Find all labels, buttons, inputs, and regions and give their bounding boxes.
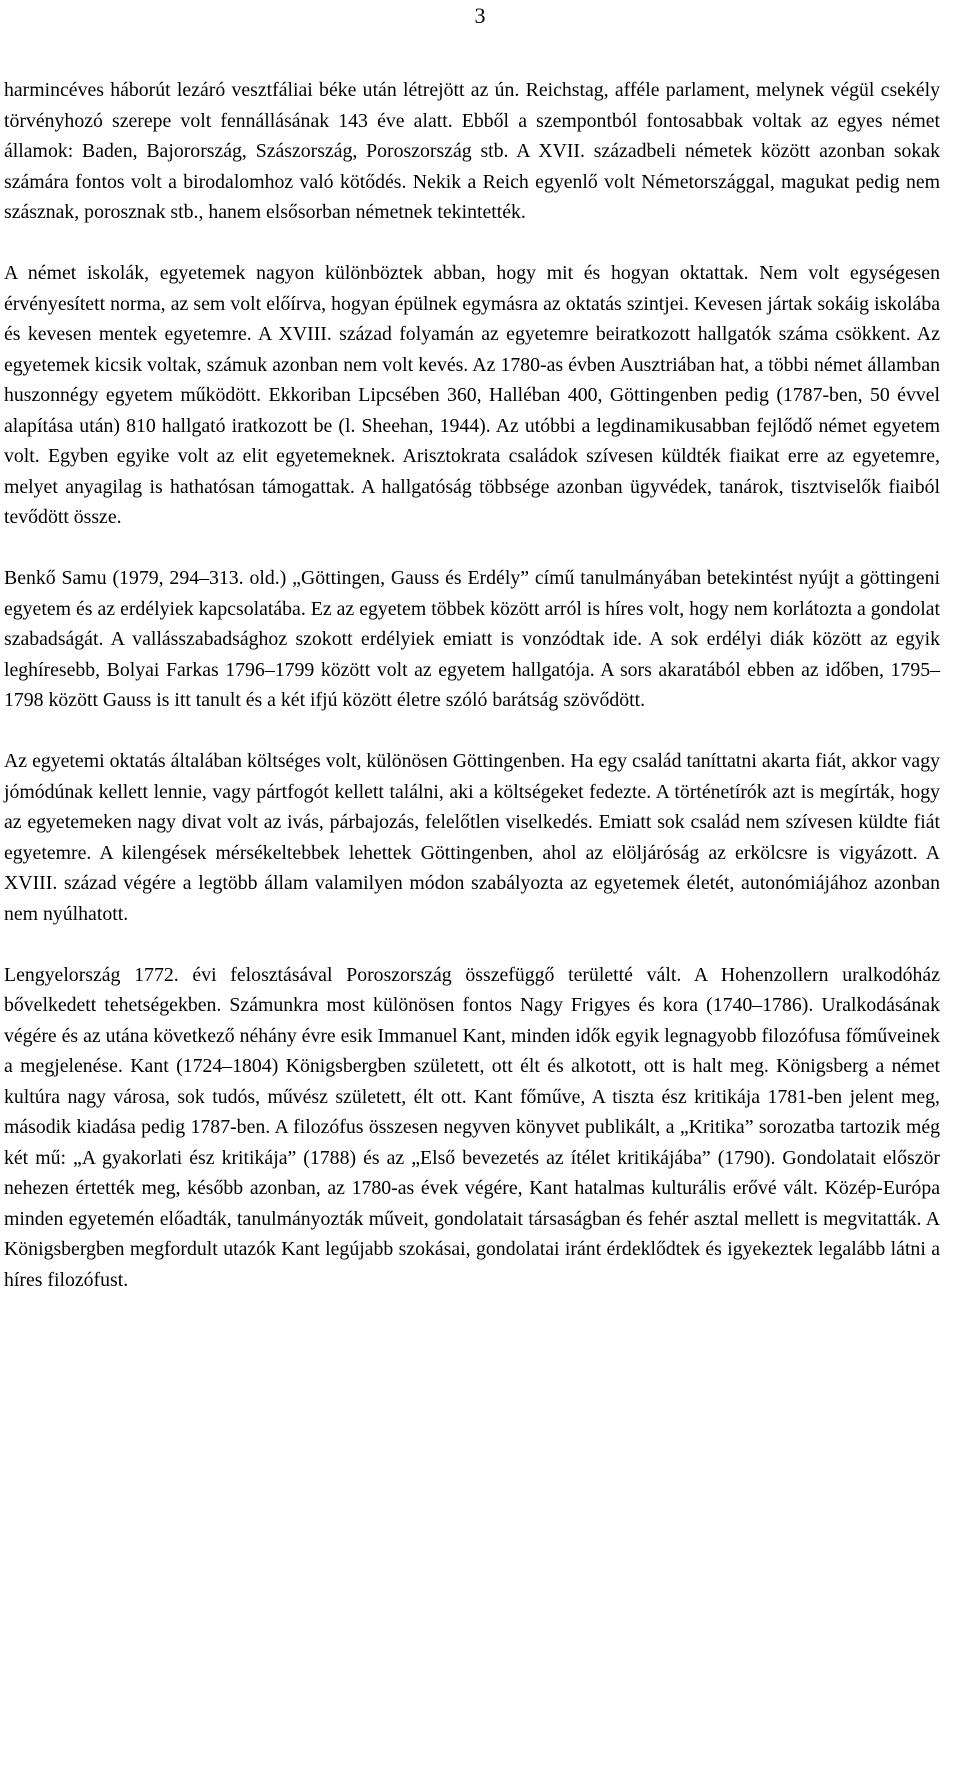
paragraph-1: harmincéves háborút lezáró vesztfáliai béke után létrejött az ún. Reichstag, afféle parlament, melynek végül csekély törvényhozó szerepe volt fennállásának 143 éve alatt. Ebből a szempontból fontosabbak voltak az egyes német államok: Baden, Bajorország, Szászország, Poroszország stb. A XVII. századbeli németek között azonban sokak számára fontos volt a birodalomhoz való kötődés. Nekik a Reich egyenlő volt Németországgal, magukat pedig nem szásznak, porosznak stb., hanem elsősorban németnek tekintették. xyxy=(4,79,940,223)
paragraph-2: A német iskolák, egyetemek nagyon különböztek abban, hogy mit és hogyan oktattak. Nem volt egységesen érvényesített norma, az sem volt előírva, hogyan épülnek egymásra az oktatás szintjei. Kevesen jártak sokáig iskolába és kevesen mentek egyetemre. A XVIII. század folyamán az egyetemre beiratkozott hallgatók száma csökkent. Az egyetemek kicsik voltak, számuk azonban nem volt kevés. Az 1780-as évben Ausztriában hat, a többi német államban huszonnégy egyetem működött. Ekkoriban Lipcsében 360, Halléban 400, Göttingenben pedig (1787-ben, 50 évvel alapítása után) 810 hallgató iratkozott be (l. Sheehan, 1944). Az utóbbi a legdinamikusabban fejlődő német egyetem volt. Egyben egyike volt az elit egyetemeknek. Arisztokrata családok szívesen küldték fiaikat erre az egyetemre, melyet anyagilag is hathatósan támogattak. A hallgatóság többsége azonban ügyvédek, tanárok, tisztviselők fiaiból tevődött össze. xyxy=(4,262,940,528)
document-body xyxy=(4,75,940,1295)
paragraph-4: Az egyetemi oktatás általában költséges volt, különösen Göttingenben. Ha egy család taníttatni akarta fiát, akkor vagy jómódúnak kellett lennie, vagy pártfogót kellett találni, aki a költségeket fedezte. A történetírók azt is megírták, hogy az egyetemeken nagy divat volt az ivás, párbajozás, felelőtlen viselkedés. Emiatt sok család nem szívesen küldte fiát egyetemre. A kilengések mérsékeltebbek lehettek Göttingenben, ahol az elöljáróság az erkölcsre is vigyázott. A XVIII. század végére a legtöbb állam valamilyen módon szabályozta az egyetemek életét, autonómiájához azonban nem nyúlhatott. xyxy=(4,750,940,925)
page-number: 3 xyxy=(474,3,486,28)
paragraph-5: Lengyelország 1772. évi felosztásával Poroszország összefüggő területté vált. A Hohenzollern uralkodóház bővelkedett tehetségekben. Számunkra most különösen fontos Nagy Frigyes és kora (1740–1786). Uralkodásának végére és az utána következő néhány évre esik Immanuel Kant, minden idők egyik legnagyobb filozófusa főműveinek a megjelenése. Kant (1724–1804) Königsbergben született, ott élt és alkotott, ott is halt meg. Königsberg a német kultúra nagy városa, sok tudós, művész született, élt ott. Kant főműve, A tiszta ész kritikája 1781-ben jelent meg, második kiadása pedig 1787-ben. A filozófus összesen negyven könyvet publikált, a „Kritika” sorozatba tartozik még két mű: „A gyakorlati ész kritikája” (1788) és az „Első bevezetés az ítélet kritikájába” (1790). Gondolatait először nehezen értették meg, később azonban, az 1780-as évek végére, Kant hatalmas kulturális erővé vált. Közép-Európa minden egyetemén előadták, tanulmányozták műveit, gondolatait társaságban és fehér asztal mellett is megvitatták. A Königsbergben megfordult utazók Kant legújabb szokásai, gondolatai iránt érdeklődtek és igyekeztek legalább látni a híres filozófust. xyxy=(4,963,940,1291)
paragraph-3: Benkő Samu (1979, 294–313. old.) „Göttingen, Gauss és Erdély” című tanulmányában betekintést nyújt a göttingeni egyetem és az erdélyiek kapcsolatába. Ez az egyetem többek között arról is híres volt, hogy nem korlátozta a gondolat szabadságát. A vallásszabadsághoz szokott erdélyiek emiatt is vonzódtak ide. A sok erdélyi diák között az egyik leghíresebb, Bolyai Farkas 1796–1799 között volt az egyetem hallgatója. A sors akaratából ebben az időben, 1795–1798 között Gauss is itt tanult és a két ifjú között életre szóló barátság szövődött. xyxy=(4,567,940,711)
